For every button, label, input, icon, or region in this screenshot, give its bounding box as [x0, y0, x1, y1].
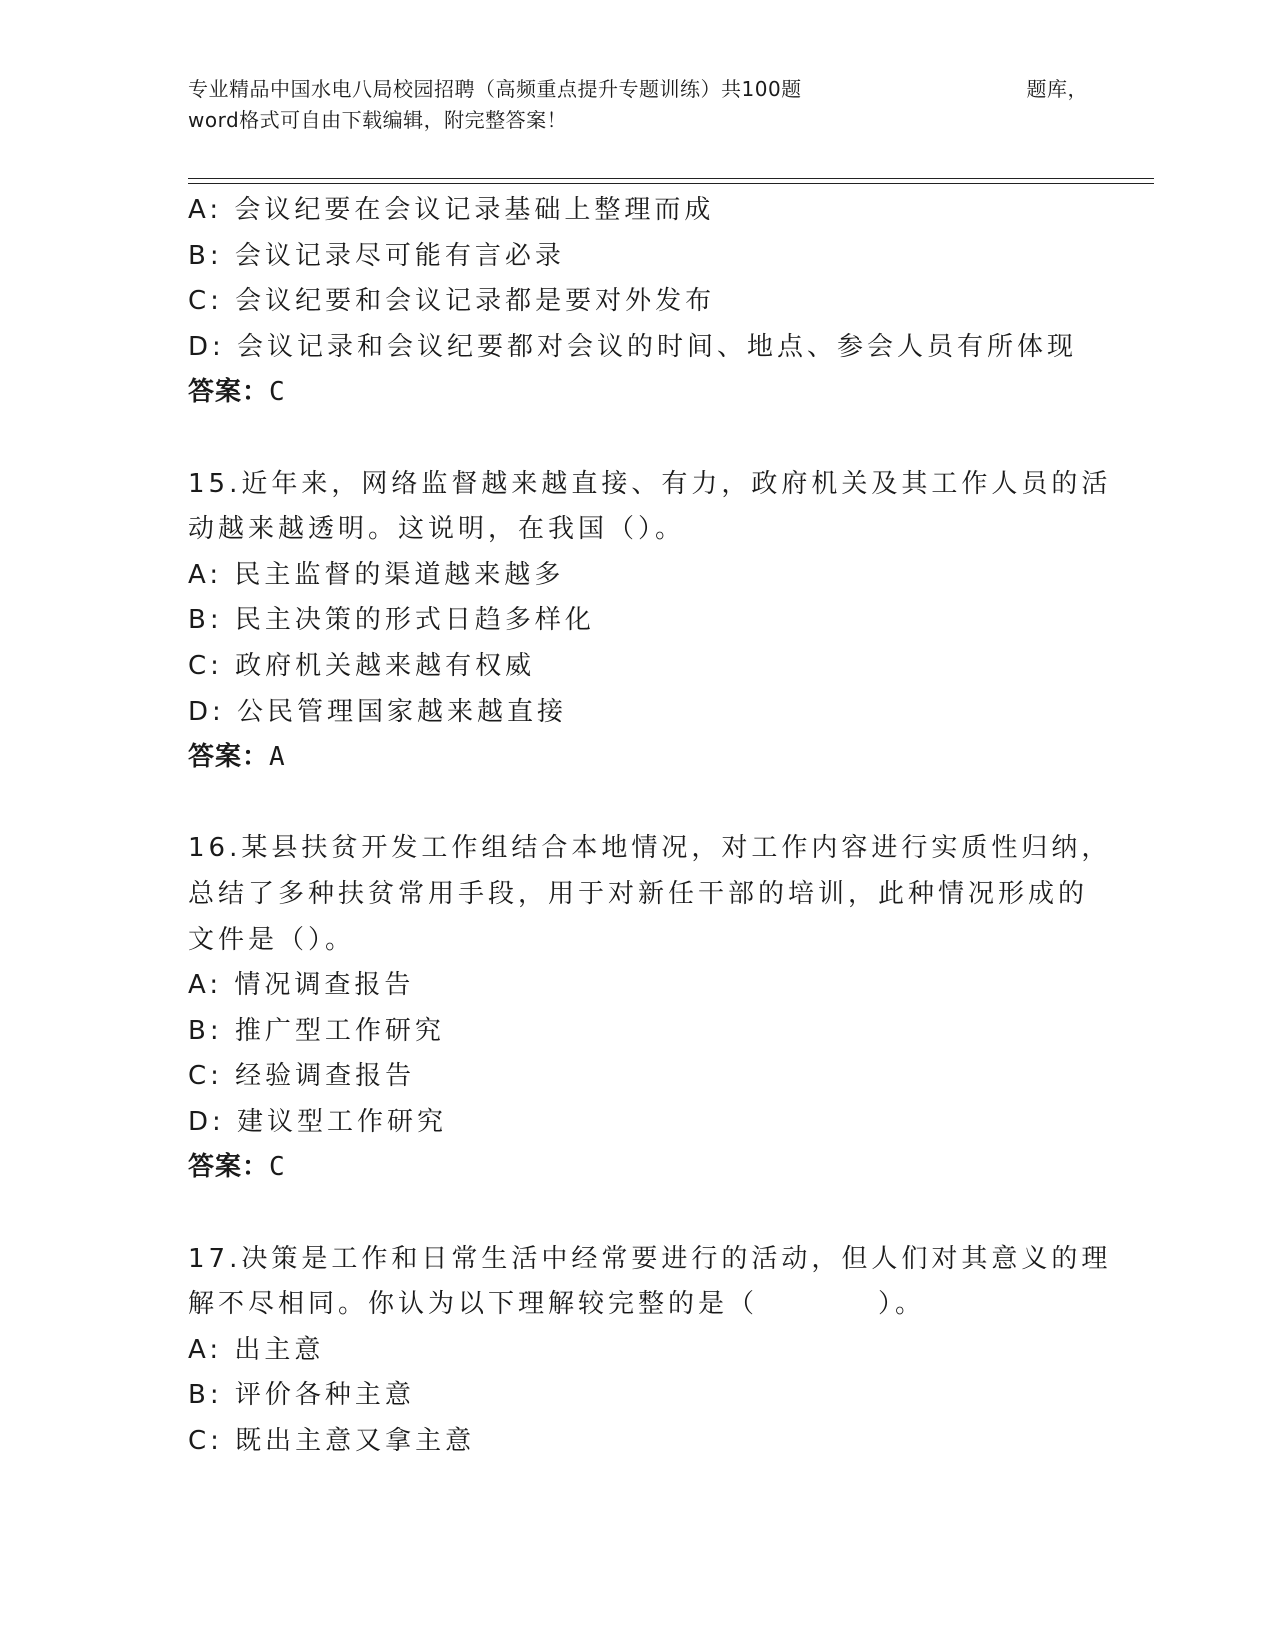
question-14-options — [188, 188, 1088, 416]
question-stem-line: 16.某县扶贫开发工作组结合本地情况，对工作内容进行实质性归纳， — [188, 833, 1112, 864]
question-stem-line: 15.近年来，网络监督越来越直接、有力，政府机关及其工作人员的活 — [188, 468, 1112, 499]
question-stem-line: 17.决策是工作和日常生活中经常要进行的活动，但人们对其意义的理 — [188, 1243, 1112, 1274]
option-a: A: 情况调查报告 — [188, 970, 415, 1001]
option-c: C: 会议纪要和会议记录都是要对外发布 — [188, 286, 716, 317]
question-stem-line: 动越来越透明。这说明，在我国（）。 — [188, 514, 686, 545]
option-b: B: 民主决策的形式日趋多样化 — [188, 605, 595, 636]
option-c: C: 既出主意又拿主意 — [188, 1426, 476, 1457]
spacer — [188, 781, 1088, 827]
question-16 — [188, 826, 1112, 1191]
header-title-suffix: 题库， — [1026, 77, 1088, 101]
option-b: B: 评价各种主意 — [188, 1380, 415, 1411]
question-list — [188, 188, 1112, 1465]
answer-label: 答案： — [188, 1152, 270, 1183]
document-header — [188, 74, 1088, 136]
option-c: C: 经验调查报告 — [188, 1061, 416, 1092]
header-title: 专业精品中国水电八局校园招聘（高频重点提升专题训练）共100题 — [188, 77, 802, 101]
header-divider-top — [188, 178, 1154, 179]
question-17 — [188, 1237, 1112, 1465]
answer-value: C — [269, 377, 286, 408]
option-b: B: 推广型工作研究 — [188, 1015, 445, 1046]
question-stem-line: 文件是（）。 — [188, 924, 356, 955]
option-d: D: 公民管理国家越来越直接 — [188, 696, 568, 727]
option-a: A: 民主监督的渠道越来越多 — [188, 559, 565, 590]
question-stem-line: 总结了多种扶贫常用手段，用于对新任干部的培训，此种情况形成的 — [188, 878, 1089, 909]
answer-line — [188, 1145, 1088, 1191]
spacer — [188, 1191, 1088, 1237]
option-b: B: 会议记录尽可能有言必录 — [188, 240, 565, 271]
option-c: C: 政府机关越来越有权威 — [188, 650, 536, 681]
header-divider-bottom — [188, 183, 1154, 184]
answer-value: A — [269, 742, 286, 773]
option-a: A: 出主意 — [188, 1334, 325, 1365]
header-line-2: word格式可自由下载编辑，附完整答案！ — [188, 108, 568, 132]
spacer — [188, 416, 1088, 462]
answer-label: 答案： — [188, 742, 270, 773]
question-stem-line: 解不尽相同。你认为以下理解较完整的是（ ）。 — [188, 1289, 926, 1320]
question-15 — [188, 462, 1112, 781]
option-d: D: 建议型工作研究 — [188, 1106, 448, 1137]
answer-line — [188, 735, 1088, 781]
option-d: D: 会议记录和会议纪要都对会议的时间、地点、参会人员有所体现 — [188, 331, 1078, 362]
header-line-1 — [188, 74, 1088, 105]
answer-line — [188, 370, 1088, 416]
answer-label: 答案： — [188, 377, 270, 408]
answer-value: C — [269, 1152, 286, 1183]
option-a: A: 会议纪要在会议记录基础上整理而成 — [188, 195, 715, 225]
